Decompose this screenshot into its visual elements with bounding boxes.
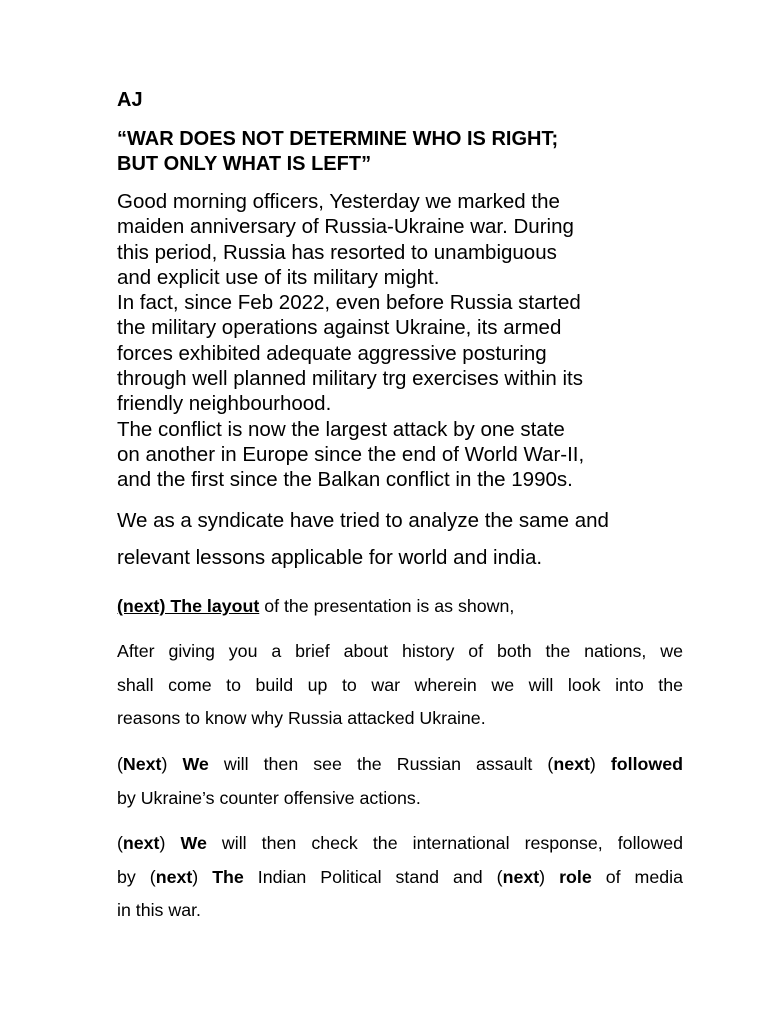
text-run: by ( bbox=[117, 866, 156, 887]
text-run: will then see the Russian assault ( bbox=[208, 754, 554, 774]
text-run: will then check the international response, followed bbox=[206, 833, 683, 853]
bold-run: The bbox=[212, 866, 244, 887]
text-line bbox=[117, 861, 683, 895]
text-line: in this war. bbox=[117, 900, 202, 921]
bold-run: We bbox=[180, 833, 207, 853]
text-line: relevant lessons applicable for world and india. bbox=[117, 546, 543, 569]
text-line: by Ukraine’s counter offensive actions. bbox=[117, 787, 421, 808]
text-run: ) bbox=[161, 754, 183, 774]
bold-run: role bbox=[559, 866, 592, 887]
text-line: through well planned military trg exercises within its bbox=[117, 367, 584, 391]
text-line: friendly neighbourhood. bbox=[117, 392, 332, 416]
intro-paragraph bbox=[117, 189, 683, 493]
text-run: ) bbox=[159, 833, 181, 853]
text-line: the military operations against Ukraine, its armed bbox=[117, 316, 562, 340]
text-line: We as a syndicate have tried to analyze the same and bbox=[117, 509, 609, 532]
text-line: The conflict is now the largest attack by one state bbox=[117, 417, 565, 441]
international-paragraph bbox=[117, 827, 683, 928]
text-run: ( bbox=[117, 833, 123, 853]
syndicate-paragraph bbox=[117, 502, 683, 576]
quote-title bbox=[117, 127, 683, 177]
text-run: ) bbox=[192, 866, 213, 887]
text-line: reasons to know why Russia attacked Ukraine. bbox=[117, 708, 486, 729]
text-line: Good morning officers, Yesterday we marked the bbox=[117, 190, 560, 213]
text-line: In fact, since Feb 2022, even before Russia started bbox=[117, 291, 581, 315]
text-line: After giving you a brief about history of both the nations, we bbox=[117, 641, 683, 661]
text-run: ) bbox=[539, 866, 560, 887]
bold-run: next bbox=[553, 754, 590, 774]
layout-paragraph bbox=[117, 590, 683, 624]
text-line: on another in Europe since the end of World War-II, bbox=[117, 442, 585, 466]
bold-run: next bbox=[155, 866, 193, 887]
text-line: forces exhibited adequate aggressive posturing bbox=[117, 341, 547, 365]
text-run: ( bbox=[117, 754, 123, 774]
bold-run: Next bbox=[122, 754, 162, 774]
text-run: ) bbox=[589, 754, 611, 774]
text-line: shall come to build up to war wherein we will look into the bbox=[117, 674, 683, 695]
assault-paragraph bbox=[117, 748, 683, 815]
quote-line: BUT ONLY WHAT IS LEFT” bbox=[117, 153, 372, 175]
text-line bbox=[117, 748, 683, 782]
text-line: and explicit use of its military might. bbox=[117, 265, 440, 289]
author-initials: AJ bbox=[117, 89, 143, 111]
text-line bbox=[117, 827, 683, 861]
layout-text: of the presentation is as shown, bbox=[259, 596, 515, 616]
text-line: maiden anniversary of Russia-Ukraine war. During bbox=[117, 215, 574, 239]
text-line: and the first since the Balkan conflict in the 1990s. bbox=[117, 468, 573, 492]
text-run: of media bbox=[591, 866, 683, 887]
text-run: Indian Political stand and ( bbox=[243, 866, 503, 887]
bold-run: next bbox=[122, 833, 160, 853]
quote-line: “WAR DOES NOT DETERMINE WHO IS RIGHT; bbox=[117, 128, 559, 150]
bold-run: next bbox=[502, 866, 540, 887]
history-paragraph bbox=[117, 635, 683, 736]
bold-run: followed bbox=[610, 754, 683, 774]
layout-emphasis: (next) The layout bbox=[117, 596, 260, 616]
text-line: this period, Russia has resorted to unambiguous bbox=[117, 240, 557, 264]
bold-run: We bbox=[182, 754, 209, 774]
